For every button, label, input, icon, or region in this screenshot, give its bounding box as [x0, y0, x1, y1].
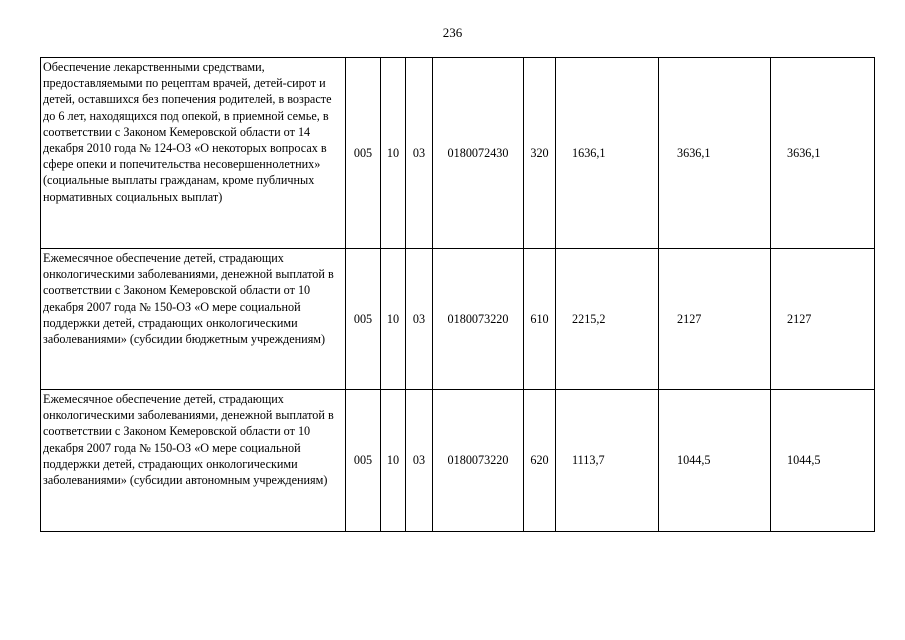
page-number: 236	[442, 25, 463, 40]
section-code: 10	[381, 249, 406, 390]
amount-3: 3636,1	[771, 58, 875, 249]
subsection-code: 03	[406, 249, 433, 390]
amount-2: 1044,5	[659, 390, 771, 532]
amount-1: 2215,2	[556, 249, 659, 390]
section-code: 10	[381, 390, 406, 532]
amount-1: 1636,1	[556, 58, 659, 249]
ministry-code: 005	[346, 390, 381, 532]
amount-2: 3636,1	[659, 58, 771, 249]
amount-3: 2127	[771, 249, 875, 390]
subsection-code: 03	[406, 58, 433, 249]
expense-type-code: 620	[524, 390, 556, 532]
section-code: 10	[381, 58, 406, 249]
table-row	[41, 249, 875, 390]
table-row	[41, 58, 875, 249]
amount-2: 2127	[659, 249, 771, 390]
amount-1: 1113,7	[556, 390, 659, 532]
target-article-code: 0180073220	[433, 390, 524, 532]
ministry-code: 005	[346, 58, 381, 249]
expense-type-code: 610	[524, 249, 556, 390]
amount-3: 1044,5	[771, 390, 875, 532]
expense-type-code: 320	[524, 58, 556, 249]
table-row	[41, 390, 875, 532]
target-article-code: 0180073220	[433, 249, 524, 390]
expense-description: Обеспечение лекарственными средствами, предоставляемыми по рецептам врачей, детей-сирот и детей, оставшихся без попечения родителей, в возрасте до 6 лет, находящихся под опекой, в приемной семье, в соответствии с Законом Кемеровской области от 14 декабря 2010 года № 124-ОЗ «О некоторых вопросах в сфере опеки и попечительства несовершеннолетних» (социальные выплаты гражданам, кроме публичных нормативных социальных выплат)	[41, 58, 346, 249]
ministry-code: 005	[346, 249, 381, 390]
target-article-code: 0180072430	[433, 58, 524, 249]
expense-description: Ежемесячное обеспечение детей, страдающих онкологическими заболеваниями, денежной выплатой в соответствии с Законом Кемеровской области от 10 декабря 2007 года № 150-ОЗ «О мере социальной поддержки детей, страдающих онкологическими заболеваниями» (субсидии автономным учреждениям)	[41, 390, 346, 532]
subsection-code: 03	[406, 390, 433, 532]
budget-table	[40, 57, 875, 532]
expense-description: Ежемесячное обеспечение детей, страдающих онкологическими заболеваниями, денежной выплатой в соответствии с Законом Кемеровской области от 10 декабря 2007 года № 150-ОЗ «О мере социальной поддержки детей, страдающих онкологическими заболеваниями» (субсидии бюджетным учреждениям)	[41, 249, 346, 390]
